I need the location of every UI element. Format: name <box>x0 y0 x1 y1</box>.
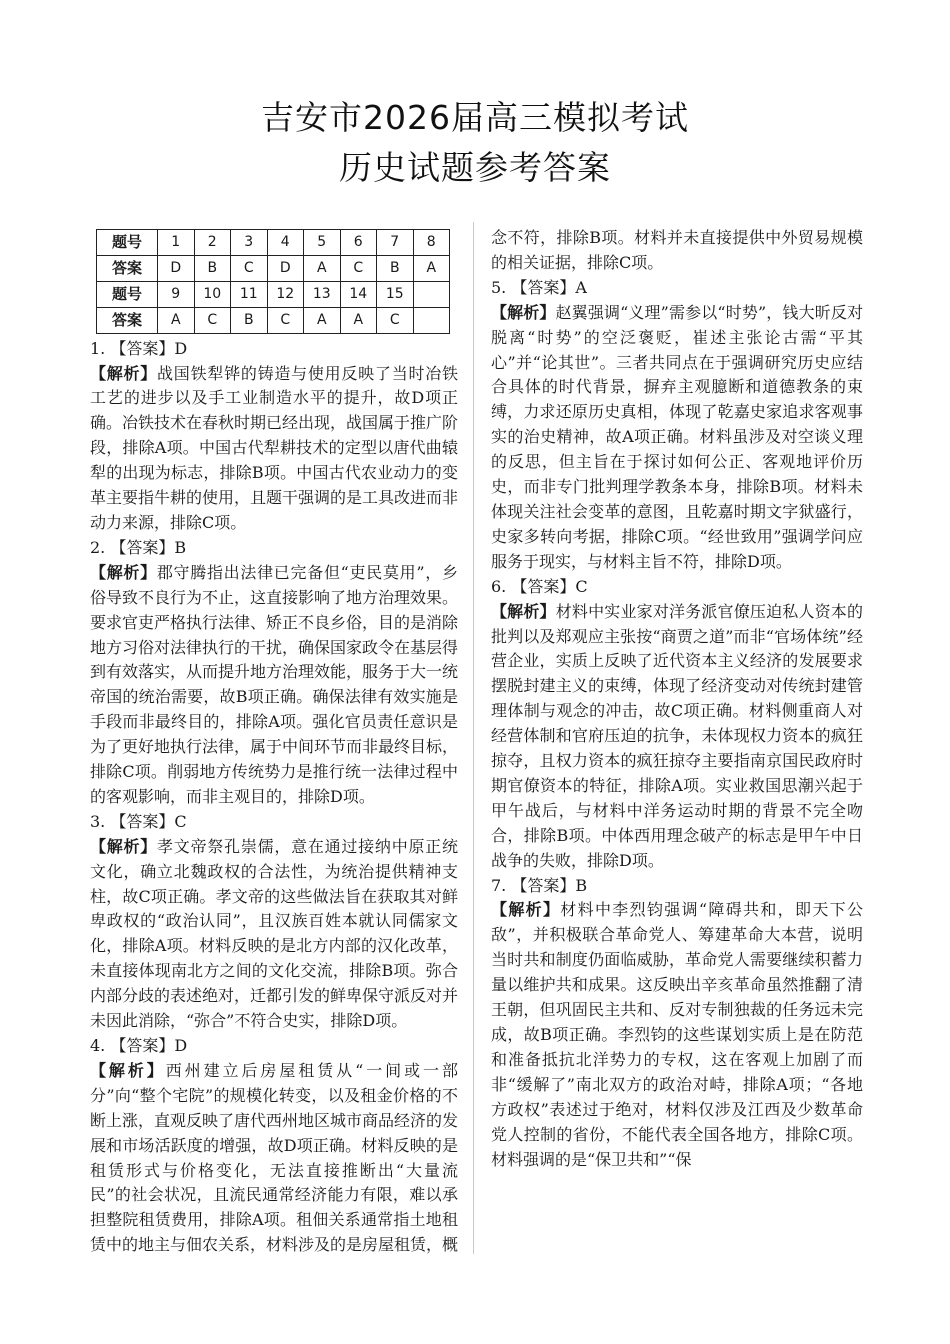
table-cell: B <box>194 255 231 281</box>
analysis-paragraph <box>491 301 863 575</box>
table-cell: 11 <box>231 281 268 307</box>
answer-heading: 6. 【答案】C <box>491 576 588 596</box>
analysis-paragraph <box>90 561 458 810</box>
analysis-text: 孝文帝祭孔崇儒，意在通过接纳中原正统文化，确立北魏政权的合法性，为统治提供精神支柱，故C项正确。孝文帝的这些做法旨在获取其对鲜卑政权的“政治认同”，且汉族百姓本就认同儒家文化，排除A项。材料反映的是北方内部的汉化改革，未直接体现南北方之间的文化交流，排除B项。弥合内部分歧的表述绝对，迁都引发的鲜卑保守派反对并未因此消除，“弥合”不符合史实，排除D项。 <box>90 836 459 1031</box>
table-cell: 13 <box>304 281 341 307</box>
page-subtitle: 历史试题参考答案 <box>339 148 611 187</box>
analysis-tag: 【解析】 <box>491 601 556 621</box>
analysis-continuation: 念不符，排除B项。材料并未直接提供中外贸易规模的相关证据，排除C项。 <box>491 228 863 272</box>
table-cell: B <box>231 307 268 333</box>
table-cell: C <box>267 307 304 333</box>
table-cell: 1 <box>158 230 195 256</box>
table-row <box>97 255 450 281</box>
table-cell: A <box>413 255 450 281</box>
analysis-text: 西州建立后房屋租赁从“一间或一部分”向“整个宅院”的规模化转变，以及租金价格的不断上涨，直观反映了唐代西州地区城市商品经济的发展和市场活跃度的增强，故D项正确。材料反映的是租赁形式与价格变化，无法直接推断出“大量流民”的社会状况，且流民通常经济能力有限，难以承担整院租赁费用，排除A项。租佃关系通常指土地租赁中的地主与佃农关系，材料涉及的是房屋租赁，概 <box>90 1060 459 1255</box>
table-cell: 2 <box>194 230 231 256</box>
left-column <box>90 226 458 1258</box>
table-cell: 4 <box>267 230 304 256</box>
analysis-paragraph <box>90 362 458 536</box>
answer-heading: 2. 【答案】B <box>90 537 187 557</box>
analysis-tag: 【解析】 <box>491 302 556 322</box>
analysis-tag: 【解析】 <box>90 1060 166 1080</box>
table-cell: 8 <box>413 230 450 256</box>
table-cell: D <box>158 255 195 281</box>
analysis-tag: 【解析】 <box>90 363 158 383</box>
table-row <box>97 307 450 333</box>
table-cell: 3 <box>231 230 268 256</box>
table-cell: C <box>194 307 231 333</box>
answer-heading: 1. 【答案】D <box>90 338 188 358</box>
analysis-paragraph <box>491 600 863 874</box>
analysis-text: 赵翼强调“义理”需参以“时势”，钱大昕反对脱离“时势”的空泛褒贬，崔述主张论古需“平其心”并“论其世”。三者共同点在于强调研究历史应结合具体的时代背景，摒弃主观臆断和道德教条的束缚，力求还原历史真相，体现了乾嘉史家追求客观事实的治史精神，故A项正确。材料虽涉及对空谈义理的反思，但主旨在于探讨如何公正、客观地评价历史，而非专门批判理学教条本身，排除B项。材料未体现关注社会变革的意图，且乾嘉时期文字狱盛行，史家多转向考据，排除C项。“经世致用”强调学问应服务于现实，与材料主旨不符，排除D项。 <box>491 302 863 571</box>
analysis-text: 战国铁犁铧的铸造与使用反映了当时冶铁工艺的进步以及手工业制造水平的提升，故D项正确。冶铁技术在春秋时期已经出现，战国属于推广阶段，排除A项。中国古代犁耕技术的定型以唐代曲辕犁的出现为标志，排除B项。中国古代农业动力的变革主要指牛耕的使用，且题干强调的是工具改进而非动力来源，排除C项。 <box>90 363 459 532</box>
table-cell: 14 <box>340 281 377 307</box>
table-cell <box>413 307 450 333</box>
answer-table <box>96 229 450 334</box>
answer-heading: 4. 【答案】D <box>90 1036 188 1055</box>
table-cell: A <box>304 307 341 333</box>
table-cell: 9 <box>158 281 195 307</box>
table-cell: 10 <box>194 281 231 307</box>
analysis-paragraph <box>491 898 863 1172</box>
analysis-paragraph <box>90 835 458 1034</box>
row-label: 答案 <box>97 307 158 333</box>
answer-heading: 7. 【答案】B <box>491 875 588 895</box>
table-row <box>97 281 450 307</box>
analysis-text: 材料中实业家对洋务派官僚压迫私人资本的批判以及郑观应主张按“商贾之道”而非“官场体统”经营企业，实质上反映了近代资本主义经济的发展要求摆脱封建主义的束缚，体现了经济变动对传统封建管理体制与观念的冲击，故C项正确。材料侧重商人对经营体制和官府压迫的抗争，未体现权力资本的疯狂掠夺，且权力资本的疯狂掠夺主要指南京国民政府时期官僚资本的特征，排除A项。实业救国思潮兴起于甲午战后，与材料中洋务运动时期的背景不完全吻合，排除B项。中体西用理念破产的标志是甲午中日战争的失败，排除D项。 <box>491 601 863 870</box>
answer-heading: 3. 【答案】C <box>90 811 187 831</box>
analysis-text: 郡守腾指出法律已完备但“吏民莫用”，乡俗导致不良行为不止，这直接影响了地方治理效果。要求官吏严格执行法律、矫正不良乡俗，目的是消除地方习俗对法律执行的干扰，确保国家政令在基层得到有效落实，从而提升地方治理效能，服务于大一统帝国的统治需要，故B项正确。确保法律有效实施是手段而非最终目的，排除A项。强化官员责任意识是为了更好地执行法律，属于中间环节而非最终目标，排除C项。削弱地方传统势力是推行统一法律过程中的客观影响，而非主观目的，排除D项。 <box>90 562 459 806</box>
table-cell: 5 <box>304 230 341 256</box>
row-label: 答案 <box>97 255 158 281</box>
table-cell: C <box>377 307 414 333</box>
table-cell: 7 <box>377 230 414 256</box>
table-cell: A <box>304 255 341 281</box>
table-cell: B <box>377 255 414 281</box>
table-cell: C <box>231 255 268 281</box>
analysis-text: 材料中李烈钧强调“障碍共和，即天下公敌”，并积极联合革命党人、筹建革命大本营，说明当时共和制度仍面临威胁，革命党人需要继续积蓄力量以维护共和成果。这反映出辛亥革命虽然推翻了清王朝，但巩固民主共和、反对专制独裁的任务远未完成，故B项正确。李烈钧的这些谋划实质上是在防范和准备抵抗北洋势力的专权，这在客观上加剧了而非“缓解了”南北双方的政治对峙，排除A项；“各地方政权”表述过于绝对，材料仅涉及江西及少数革命党人控制的省份，不能代表全国各地方，排除C项。材料强调的是“保卫共和”“保 <box>491 900 863 1169</box>
table-cell: 15 <box>377 281 414 307</box>
table-cell: C <box>340 255 377 281</box>
table-cell <box>413 281 450 307</box>
analysis-paragraph <box>90 1059 458 1258</box>
table-cell: D <box>267 255 304 281</box>
table-cell: A <box>340 307 377 333</box>
table-cell: A <box>158 307 195 333</box>
table-cell: 12 <box>267 281 304 307</box>
analysis-tag: 【解析】 <box>90 562 157 582</box>
page-title: 吉安市2026届高三模拟考试 <box>261 98 689 137</box>
column-divider <box>473 222 474 1254</box>
table-row <box>97 230 450 256</box>
table-cell: 6 <box>340 230 377 256</box>
row-label: 题号 <box>97 230 158 256</box>
analysis-tag: 【解析】 <box>90 836 158 856</box>
row-label: 题号 <box>97 281 158 307</box>
analysis-tag: 【解析】 <box>491 900 561 920</box>
answer-heading: 5. 【答案】A <box>491 277 587 297</box>
right-column <box>491 226 863 1172</box>
